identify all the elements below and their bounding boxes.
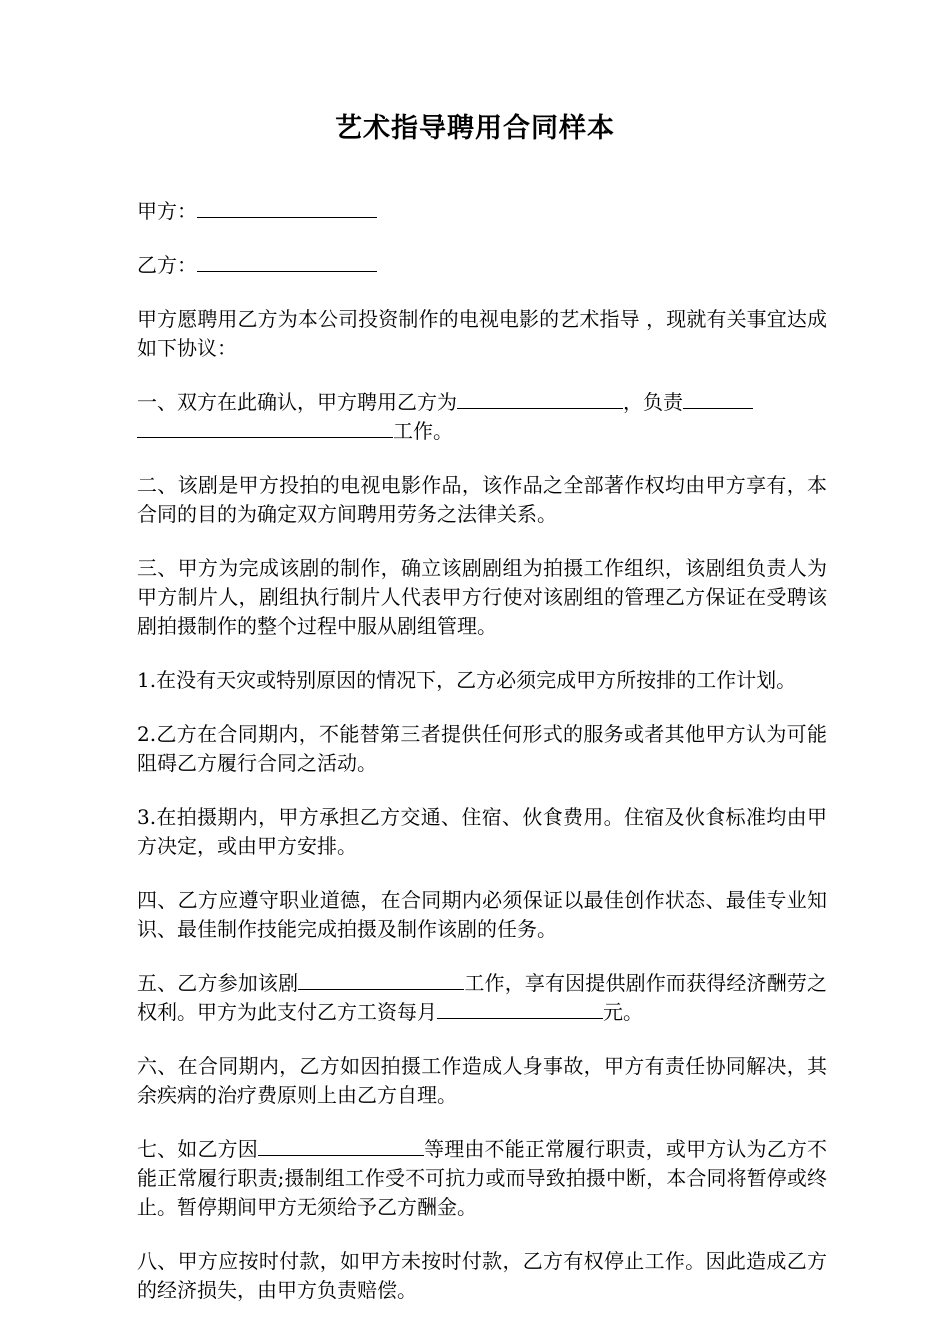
clause-1-text-c: 工作。 — [393, 419, 453, 443]
document-title: 艺术指导聘用合同样本 — [335, 113, 615, 144]
clause-3: 三、甲方为完成该剧的制作，确立该剧剧组为拍摄工作组织，该剧组负责人为甲方制片人，剧组执行制片人代表甲方行使对该剧组的管理乙方保证在受聘该剧拍摄制作的整个过程中服从剧组管理。 — [137, 556, 827, 638]
party-a-line — [137, 197, 827, 226]
party-b-label: 乙方： — [137, 253, 197, 277]
item-3: 3.在拍摄期内，甲方承担乙方交通、住宿、伙食费用。住宿及伙食标准均由甲方决定，或由甲方安排。 — [137, 805, 827, 858]
clause-1-text-a: 一、双方在此确认，甲方聘用乙方为 — [137, 390, 457, 414]
clause-2: 二、该剧是甲方投拍的电视电影作品，该作品之全部著作权均由甲方享有，本合同的目的为确定双方间聘用劳务之法律关系。 — [137, 473, 827, 526]
clause-5 — [137, 969, 827, 1027]
clause-4: 四、乙方应遵守职业道德，在合同期内必须保证以最佳创作状态、最佳专业知识、最佳制作技能完成拍摄及制作该剧的任务。 — [137, 888, 827, 941]
position-blank — [457, 388, 623, 409]
job-blank — [298, 969, 464, 990]
clause-8: 八、甲方应按时付款，如甲方未按时付款，乙方有权停止工作。因此造成乙方的经济损失，由甲方负责赔偿。 — [137, 1249, 827, 1302]
clause-7-text-b: 等理由不能正常履行职责，或甲方认为乙方不能正常履行职责;摄制组工作受不可抗力或而导致拍摄中断，本合同将暂停或终止。暂停期间甲方无须给予乙方酬金。 — [137, 1137, 828, 1219]
party-b-blank — [197, 251, 377, 272]
reason-blank — [258, 1135, 424, 1156]
clause-5-text-a: 五、乙方参加该剧 — [137, 971, 299, 995]
duty-blank-1 — [683, 388, 753, 409]
clause-1 — [137, 388, 827, 446]
party-a-label: 甲方： — [137, 199, 197, 223]
document-body — [137, 197, 827, 1330]
salary-blank — [437, 998, 603, 1019]
clause-5-text-b: 工作，享有因提供剧作而获得经济酬劳之权利。甲方为此支付乙方工资每月 — [137, 971, 828, 1024]
clause-5-text-c: 元。 — [603, 1000, 643, 1024]
clause-6: 六、在合同期内，乙方如因拍摄工作造成人身事故，甲方有责任协同解决，其余疾病的治疗费原则上由乙方自理。 — [137, 1054, 827, 1107]
party-b-line — [137, 251, 827, 280]
party-a-blank — [197, 197, 377, 218]
duty-blank-2 — [137, 417, 393, 438]
item-2: 2.乙方在合同期内，不能替第三者提供任何形式的服务或者其他甲方认为可能阻碍乙方履行合同之活动。 — [137, 722, 827, 775]
item-1: 1.在没有天灾或特别原因的情况下，乙方必须完成甲方所按排的工作计划。 — [137, 668, 797, 692]
clause-7 — [137, 1135, 827, 1222]
intro-paragraph: 甲方愿聘用乙方为本公司投资制作的电视电影的艺术指导 ，现就有关事宜达成如下协议： — [137, 307, 827, 360]
clause-1-text-b: ，负责 — [623, 390, 683, 414]
clause-7-text-a: 七、如乙方因 — [137, 1137, 258, 1161]
